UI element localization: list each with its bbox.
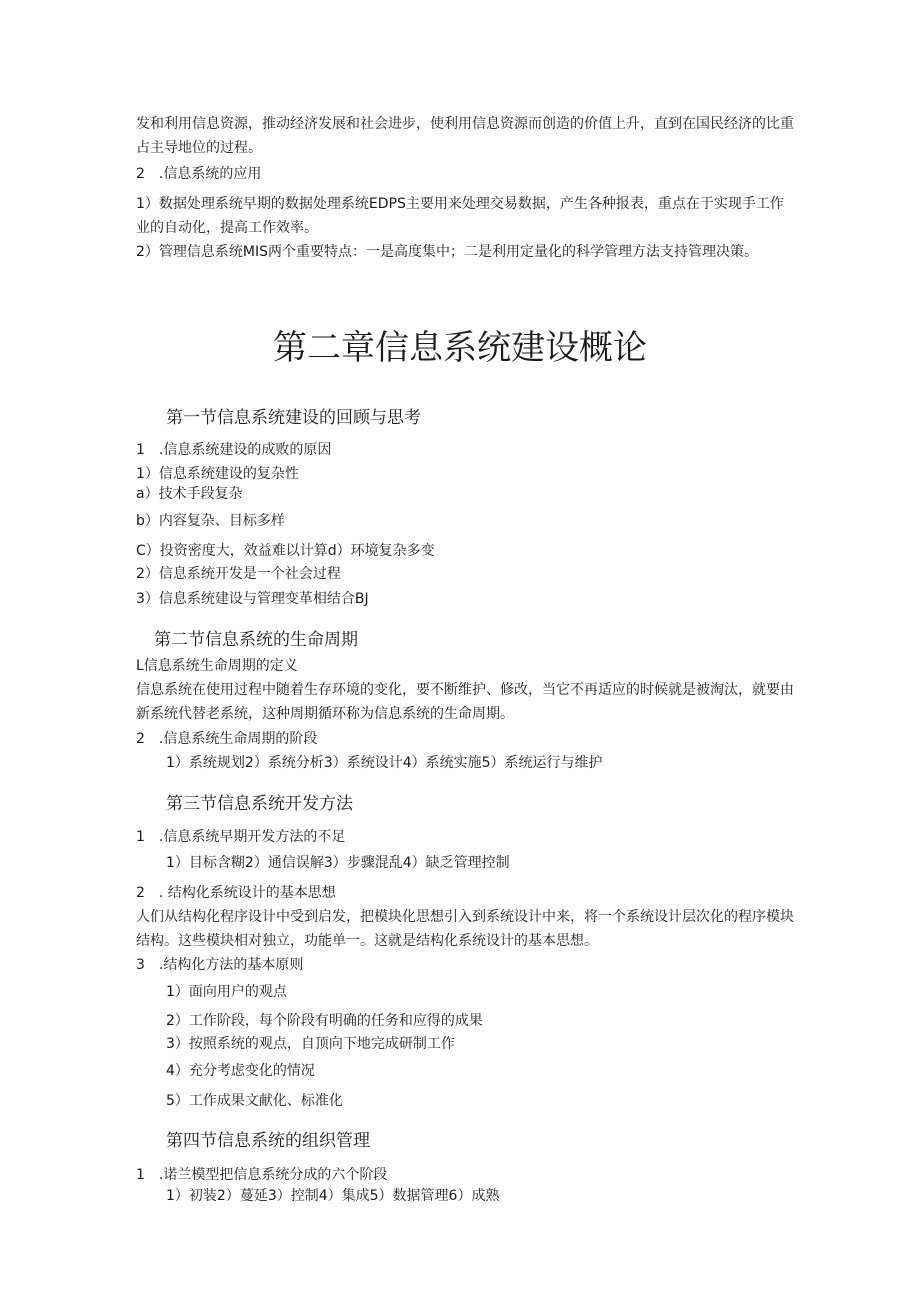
s1-line-7: 3）信息系统建设与管理变革相结合BJ	[136, 591, 369, 607]
s3-line-6: 2）工作阶段，每个阶段有明确的任务和应得的成果	[166, 1013, 483, 1029]
s2-line-3: 1）系统规划2）系统分析3）系统设计4）系统实施5）系统运行与维护	[166, 755, 603, 771]
s2-line-1: L信息系统生命周期的定义	[136, 658, 298, 674]
item-info-system-application: 2 .信息系统的应用	[136, 166, 262, 182]
s3-line-4: 3 .结构化方法的基本原则	[136, 957, 304, 973]
s1-line-2: 1）信息系统建设的复杂性	[136, 466, 299, 482]
s2-line-2: 2 .信息系统生命周期的阶段	[136, 731, 318, 747]
s1-line-3: a）技术手段复杂	[136, 486, 243, 502]
s1-line-5: C）投资密度大，效益难以计算d）环境复杂多变	[136, 543, 435, 559]
s3-paragraph-structured: 人们从结构化程序设计中受到启发，把模块化思想引入到系统设计中来，将一个系统设计层次化的程序模块结构。这些模块相对独立，功能单一。这就是结构化系统设计的基本思想。	[136, 909, 794, 949]
paragraph-mis: 2）管理信息系统MIS两个重要特点：一是高度集中；二是利用定量化的科学管理方法支持管理决策。	[136, 244, 758, 260]
s3-line-2: 1）目标含糊2）通信误解3）步骤混乱4）缺乏管理控制	[166, 855, 510, 871]
section-title-3: 第三节信息系统开发方法	[166, 794, 353, 814]
s3-line-7: 3）按照系统的观点，自顶向下地完成研制工作	[166, 1036, 455, 1052]
s3-line-3: 2 . 结构化系统设计的基本思想	[136, 885, 336, 901]
section-title-1: 第一节信息系统建设的回顾与思考	[166, 408, 421, 428]
section-title-4: 第四节信息系统的组织管理	[166, 1131, 370, 1151]
s1-line-1: 1 .信息系统建设的成败的原因	[136, 442, 332, 458]
paragraph-info-resource: 发和利用信息资源，推动经济发展和社会进步，使利用信息资源而创造的价值上升，直到在国民经济的比重占主导地位的过程。	[136, 116, 794, 156]
s1-line-4: b）内容复杂、目标多样	[136, 513, 285, 529]
section-title-2: 第二节信息系统的生命周期	[154, 630, 358, 650]
s4-line-2: 1）初装2）蔓延3）控制4）集成5）数据管理6）成熟	[166, 1188, 500, 1204]
chapter-title: 第二章信息系统建设概论	[273, 328, 647, 368]
s1-line-6: 2）信息系统开发是一个社会过程	[136, 566, 341, 582]
s2-paragraph-lifecycle: 信息系统在使用过程中随着生存环境的变化，要不断维护、修改，当它不再适应的时候就是被淘汰，就要由新系统代替老系统，这种周期循环称为信息系统的生命周期。	[136, 682, 794, 722]
s3-line-8: 4）充分考虑变化的情况	[166, 1063, 315, 1079]
s3-line-1: 1 .信息系统早期开发方法的不足	[136, 829, 346, 845]
s3-line-5: 1）面向用户的观点	[166, 984, 287, 1000]
s3-line-9: 5）工作成果文献化、标准化	[166, 1093, 343, 1109]
s4-line-1: 1 .诺兰模型把信息系统分成的六个阶段	[136, 1167, 388, 1183]
paragraph-edps: 1）数据处理系统早期的数据处理系统EDPS主要用来处理交易数据，产生各种报表，重点在于实现手工作业的自动化，提高工作效率。	[136, 196, 784, 236]
